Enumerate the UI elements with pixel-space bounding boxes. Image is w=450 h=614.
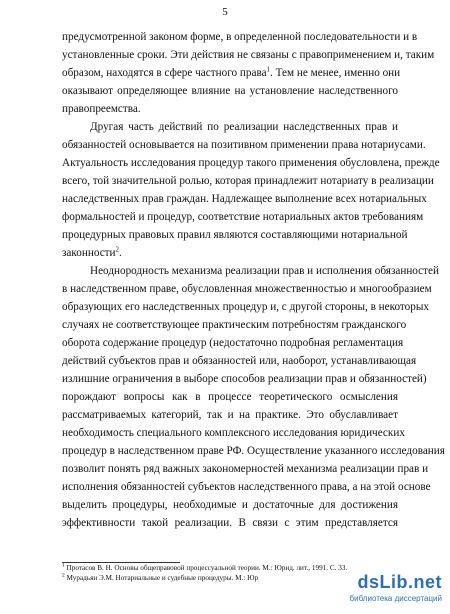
line-text: Актуальность исследования процедур такого применения обусловлена, прежде <box>62 157 440 169</box>
text-line <box>62 424 405 442</box>
line-text: законности <box>62 247 116 259</box>
footnote-divider <box>62 562 180 563</box>
line-text: образующих его наследственных процедур и, с другой стороны, в некоторых <box>62 301 429 313</box>
text-line <box>62 46 435 64</box>
footnote-marker[interactable]: 1 <box>266 65 271 74</box>
line-text: наследственных прав граждан. Надлежащее выполнение всех нотариальных <box>62 193 427 205</box>
text-line <box>62 460 429 478</box>
line-text: установленные сроки. Эти действия не связаны с правоприменением и, таким <box>62 49 435 61</box>
line-text: предусмотренной законом форме, в определенной последовательности и в <box>62 31 418 43</box>
footnote-text: Мурадьян Э.М. Нотариальные и судебные процедуры. М.: Юр <box>66 573 259 582</box>
text-line <box>62 28 418 46</box>
text-line <box>62 226 408 244</box>
text-line <box>62 154 440 172</box>
line-text-continued: . Тем не менее, именно они <box>270 67 401 79</box>
page-number: 5 <box>222 6 228 18</box>
line-text: в наследственном праве, обусловленная множественностью и многообразием <box>62 283 432 295</box>
line-text: правопреемства. <box>62 103 141 115</box>
line-text: исполнения обязанностей субъектов наследственного права, а на этой основе <box>62 481 431 493</box>
line-text: необходимость специального комплексного исследования юридических <box>62 427 405 439</box>
text-line <box>62 136 426 154</box>
text-line <box>62 334 404 352</box>
line-text: процедурных правовых правил являются составляющими нотариальной <box>62 229 408 241</box>
text-line <box>62 514 398 532</box>
line-text: оказывают определяющее влияние на установление наследственного <box>62 85 398 97</box>
text-line <box>62 352 417 370</box>
text-line <box>62 118 398 136</box>
footnote-number: 1 <box>62 562 65 569</box>
text-line <box>62 64 401 82</box>
footnote-marker[interactable]: 2 <box>115 245 120 254</box>
text-line <box>62 190 427 208</box>
line-text: действий субъектов прав и обязанностей или, наоборот, устанавливающая <box>62 355 417 367</box>
text-line <box>62 172 434 190</box>
footnote-text: Протасов В. Н. Основы общеправовой процессуальной теории. М.: Юрид. лит., 1991. С. 33. <box>66 564 348 572</box>
text-line <box>62 478 431 496</box>
line-text: случаях не соответствующее практическим потребностям гражданского <box>62 319 407 331</box>
line-text: формальностей и процедур, соответствие нотариальных актов требованиям <box>62 211 424 223</box>
text-line <box>62 442 445 460</box>
line-text: оборота содержание процедур (недостаточно подробная регламентация <box>62 337 404 349</box>
watermark[interactable] <box>330 572 442 608</box>
line-text: позволит понять ряд важных закономерностей механизма реализации прав и <box>62 463 429 475</box>
line-text: порождают вопросы как в процессе теоретического осмысления <box>62 391 398 403</box>
line-text: процедур в наследственном праве РФ. Осуществление указанного исследования <box>62 445 445 457</box>
watermark-logo: dsLib.net <box>357 572 442 592</box>
text-line <box>62 316 407 334</box>
text-line <box>62 388 398 406</box>
text-line <box>62 82 398 100</box>
text-line <box>62 298 429 316</box>
text-line <box>62 208 424 226</box>
line-text: рассматриваемых категорий, так и на практике. Это обуславливает <box>62 409 398 421</box>
line-text: эффективности такой реализации. В связи с этим представляется <box>62 517 398 529</box>
line-text: выделить процедуры, необходимые и достаточные для достижения <box>62 499 398 511</box>
line-text: излишние ограничения в выборе способов реализации прав и обязанностей) <box>62 373 427 385</box>
line-text: образом, находятся в сфере частного права <box>62 67 267 79</box>
line-text: всего, той значительной ролью, которая принадлежит нотариату в реализации <box>62 175 434 187</box>
line-text: Другая часть действий по реализации наследственных прав и <box>90 121 398 133</box>
document-body <box>62 28 445 532</box>
text-line <box>62 100 398 118</box>
line-text-continued: . <box>119 247 122 259</box>
text-line <box>62 406 398 424</box>
text-line <box>62 262 439 280</box>
line-text: обязанностей основывается на позитивном применении права нотариусами. <box>62 139 426 151</box>
text-line <box>62 496 398 514</box>
footnote-number: 2 <box>62 572 65 579</box>
watermark-caption: библиотека диссертаций <box>349 594 442 603</box>
text-line <box>62 370 427 388</box>
line-text: Неоднородность механизма реализации прав и исполнения обязанностей <box>90 265 439 277</box>
text-line <box>62 280 432 298</box>
text-line <box>62 244 398 262</box>
